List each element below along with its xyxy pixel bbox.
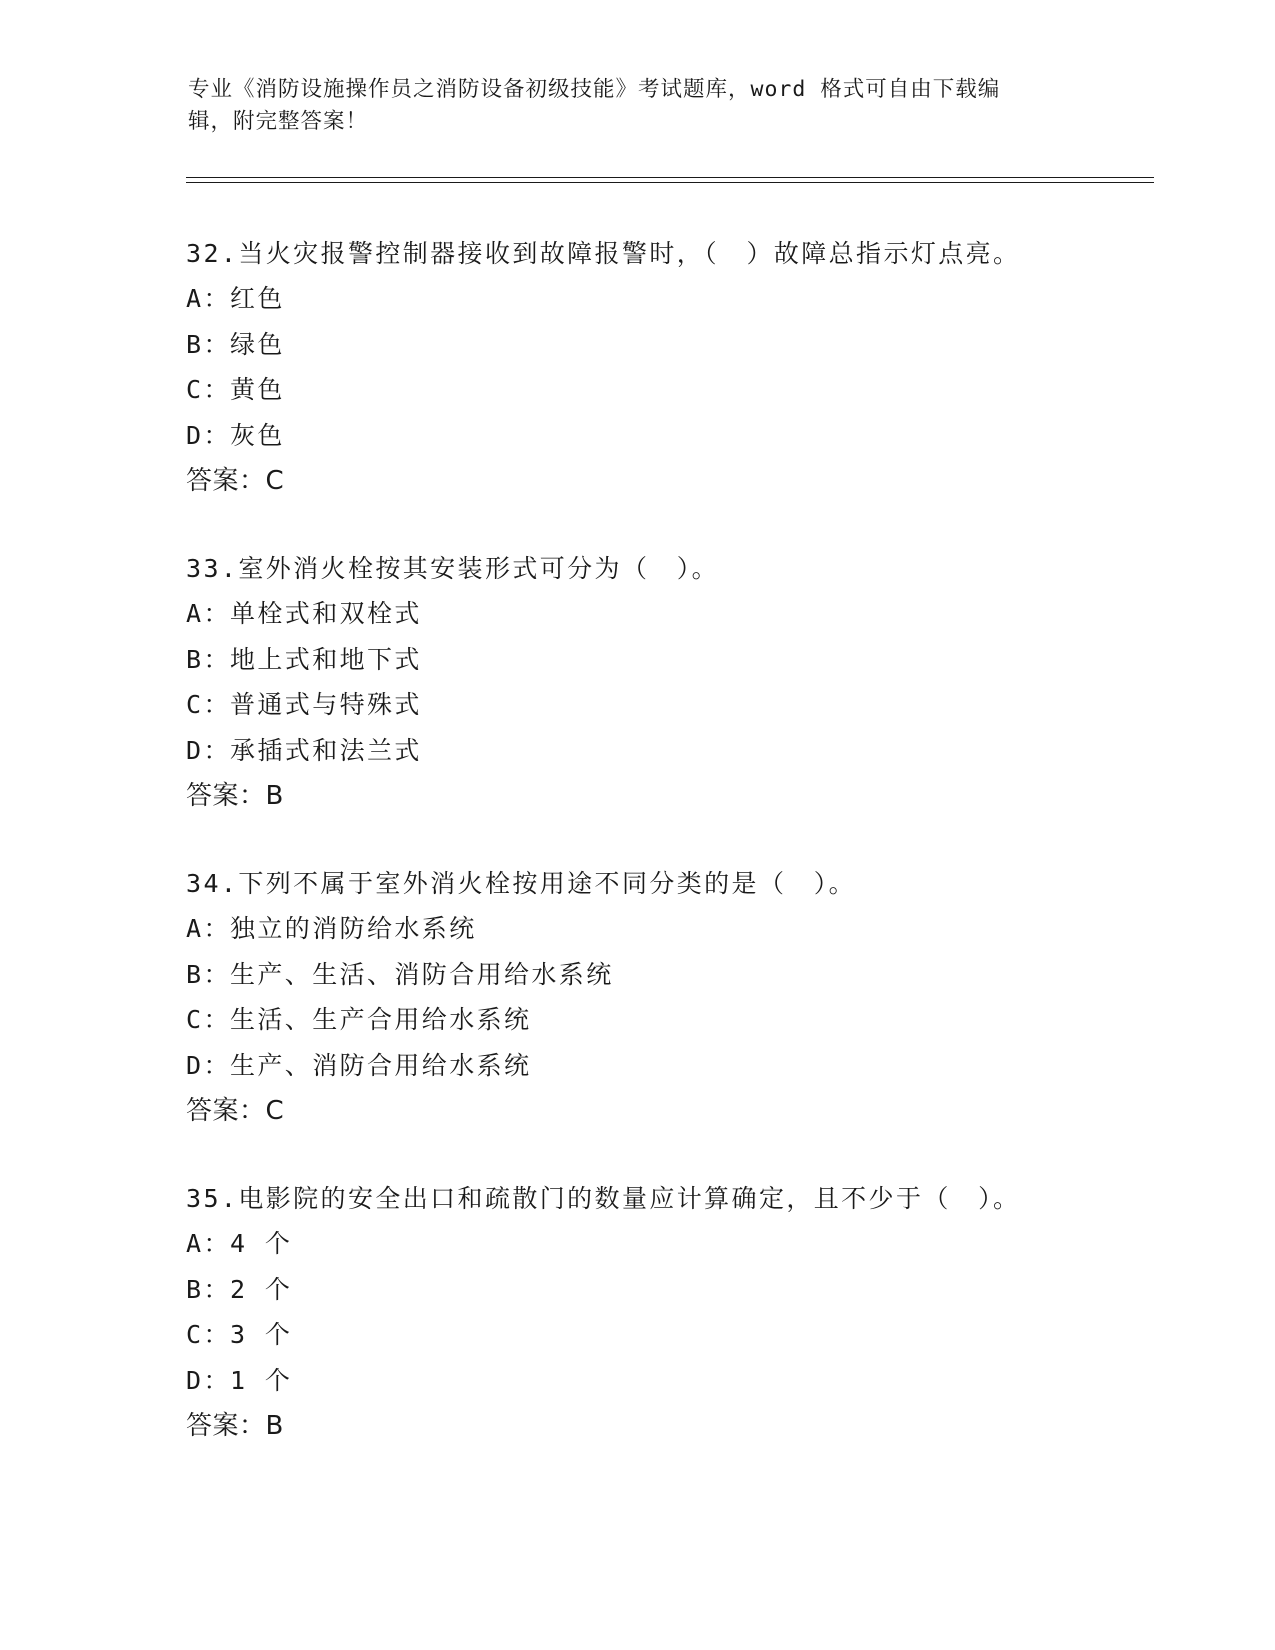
answer-line: 答案：C: [186, 466, 285, 496]
question-block-34: [186, 861, 1146, 1134]
option-key: C：: [186, 1320, 231, 1349]
option-c: [186, 1312, 1146, 1358]
question-block-32: [186, 231, 1146, 504]
option-key: A：: [186, 1229, 231, 1258]
option-d: [186, 1043, 1146, 1089]
option-text: 生产、消防合用给水系统: [230, 1050, 532, 1080]
option-text: 独立的消防给水系统: [230, 914, 477, 943]
option-key: A：: [186, 914, 231, 943]
option-text: 红色: [230, 284, 285, 313]
option-text: 承插式和法兰式: [230, 735, 422, 765]
option-key: C：: [186, 1005, 231, 1034]
option-text: 4 个: [230, 1229, 293, 1258]
option-b: [186, 322, 1146, 368]
option-d: [186, 1358, 1146, 1404]
question-stem: 35.电影院的安全出口和疏散门的数量应计算确定，且不少于（ ）。: [186, 1184, 1021, 1213]
option-key: D：: [186, 1365, 231, 1395]
option-a: [186, 906, 1146, 952]
option-text: 绿色: [230, 329, 285, 359]
option-key: A：: [186, 599, 231, 628]
option-text: 2 个: [230, 1274, 293, 1304]
question-stem: 33.室外消火栓按其安装形式可分为（ ）。: [186, 554, 720, 583]
option-key: B：: [186, 1274, 231, 1304]
question-stem: 34.下列不属于室外消火栓按用途不同分类的是（ ）。: [186, 869, 857, 898]
option-text: 普通式与特殊式: [230, 690, 422, 719]
option-text: 生活、生产合用给水系统: [230, 1005, 532, 1034]
header-line-1: 专业《消防设施操作员之消防设备初级技能》考试题库，word 格式可自由下载编: [188, 77, 1001, 102]
option-c: [186, 997, 1146, 1043]
option-text: 生产、生活、消防合用给水系统: [230, 959, 614, 989]
header-divider-bottom: [186, 182, 1154, 183]
option-b: [186, 952, 1146, 998]
option-key: C：: [186, 690, 231, 719]
option-text: 地上式和地下式: [230, 644, 422, 674]
option-a: [186, 276, 1146, 322]
option-a: [186, 591, 1146, 637]
question-block-33: [186, 546, 1146, 819]
option-key: D：: [186, 735, 231, 765]
option-d: [186, 413, 1146, 459]
answer-line: 答案：B: [186, 781, 284, 811]
option-key: B：: [186, 959, 231, 989]
option-key: A：: [186, 284, 231, 313]
question-stem: 32.当火灾报警控制器接收到故障报警时，（ ）故障总指示灯点亮。: [186, 239, 1021, 268]
option-text: 单栓式和双栓式: [230, 599, 422, 628]
option-text: 灰色: [230, 420, 285, 450]
option-key: B：: [186, 329, 231, 359]
option-key: B：: [186, 644, 231, 674]
answer-line: 答案：B: [186, 1411, 284, 1441]
option-key: D：: [186, 420, 231, 450]
option-a: [186, 1221, 1146, 1267]
option-text: 黄色: [230, 375, 285, 404]
option-key: D：: [186, 1050, 231, 1080]
header-line-2: 辑，附完整答案！: [188, 109, 369, 134]
answer-line: 答案：C: [186, 1096, 285, 1126]
document-header: [188, 74, 1088, 138]
option-text: 3 个: [230, 1320, 293, 1349]
option-c: [186, 367, 1146, 413]
option-text: 1 个: [230, 1365, 293, 1395]
question-block-35: [186, 1176, 1146, 1449]
option-b: [186, 1267, 1146, 1313]
header-divider-top: [186, 177, 1154, 178]
option-c: [186, 682, 1146, 728]
option-b: [186, 637, 1146, 683]
option-key: C：: [186, 375, 231, 404]
option-d: [186, 728, 1146, 774]
